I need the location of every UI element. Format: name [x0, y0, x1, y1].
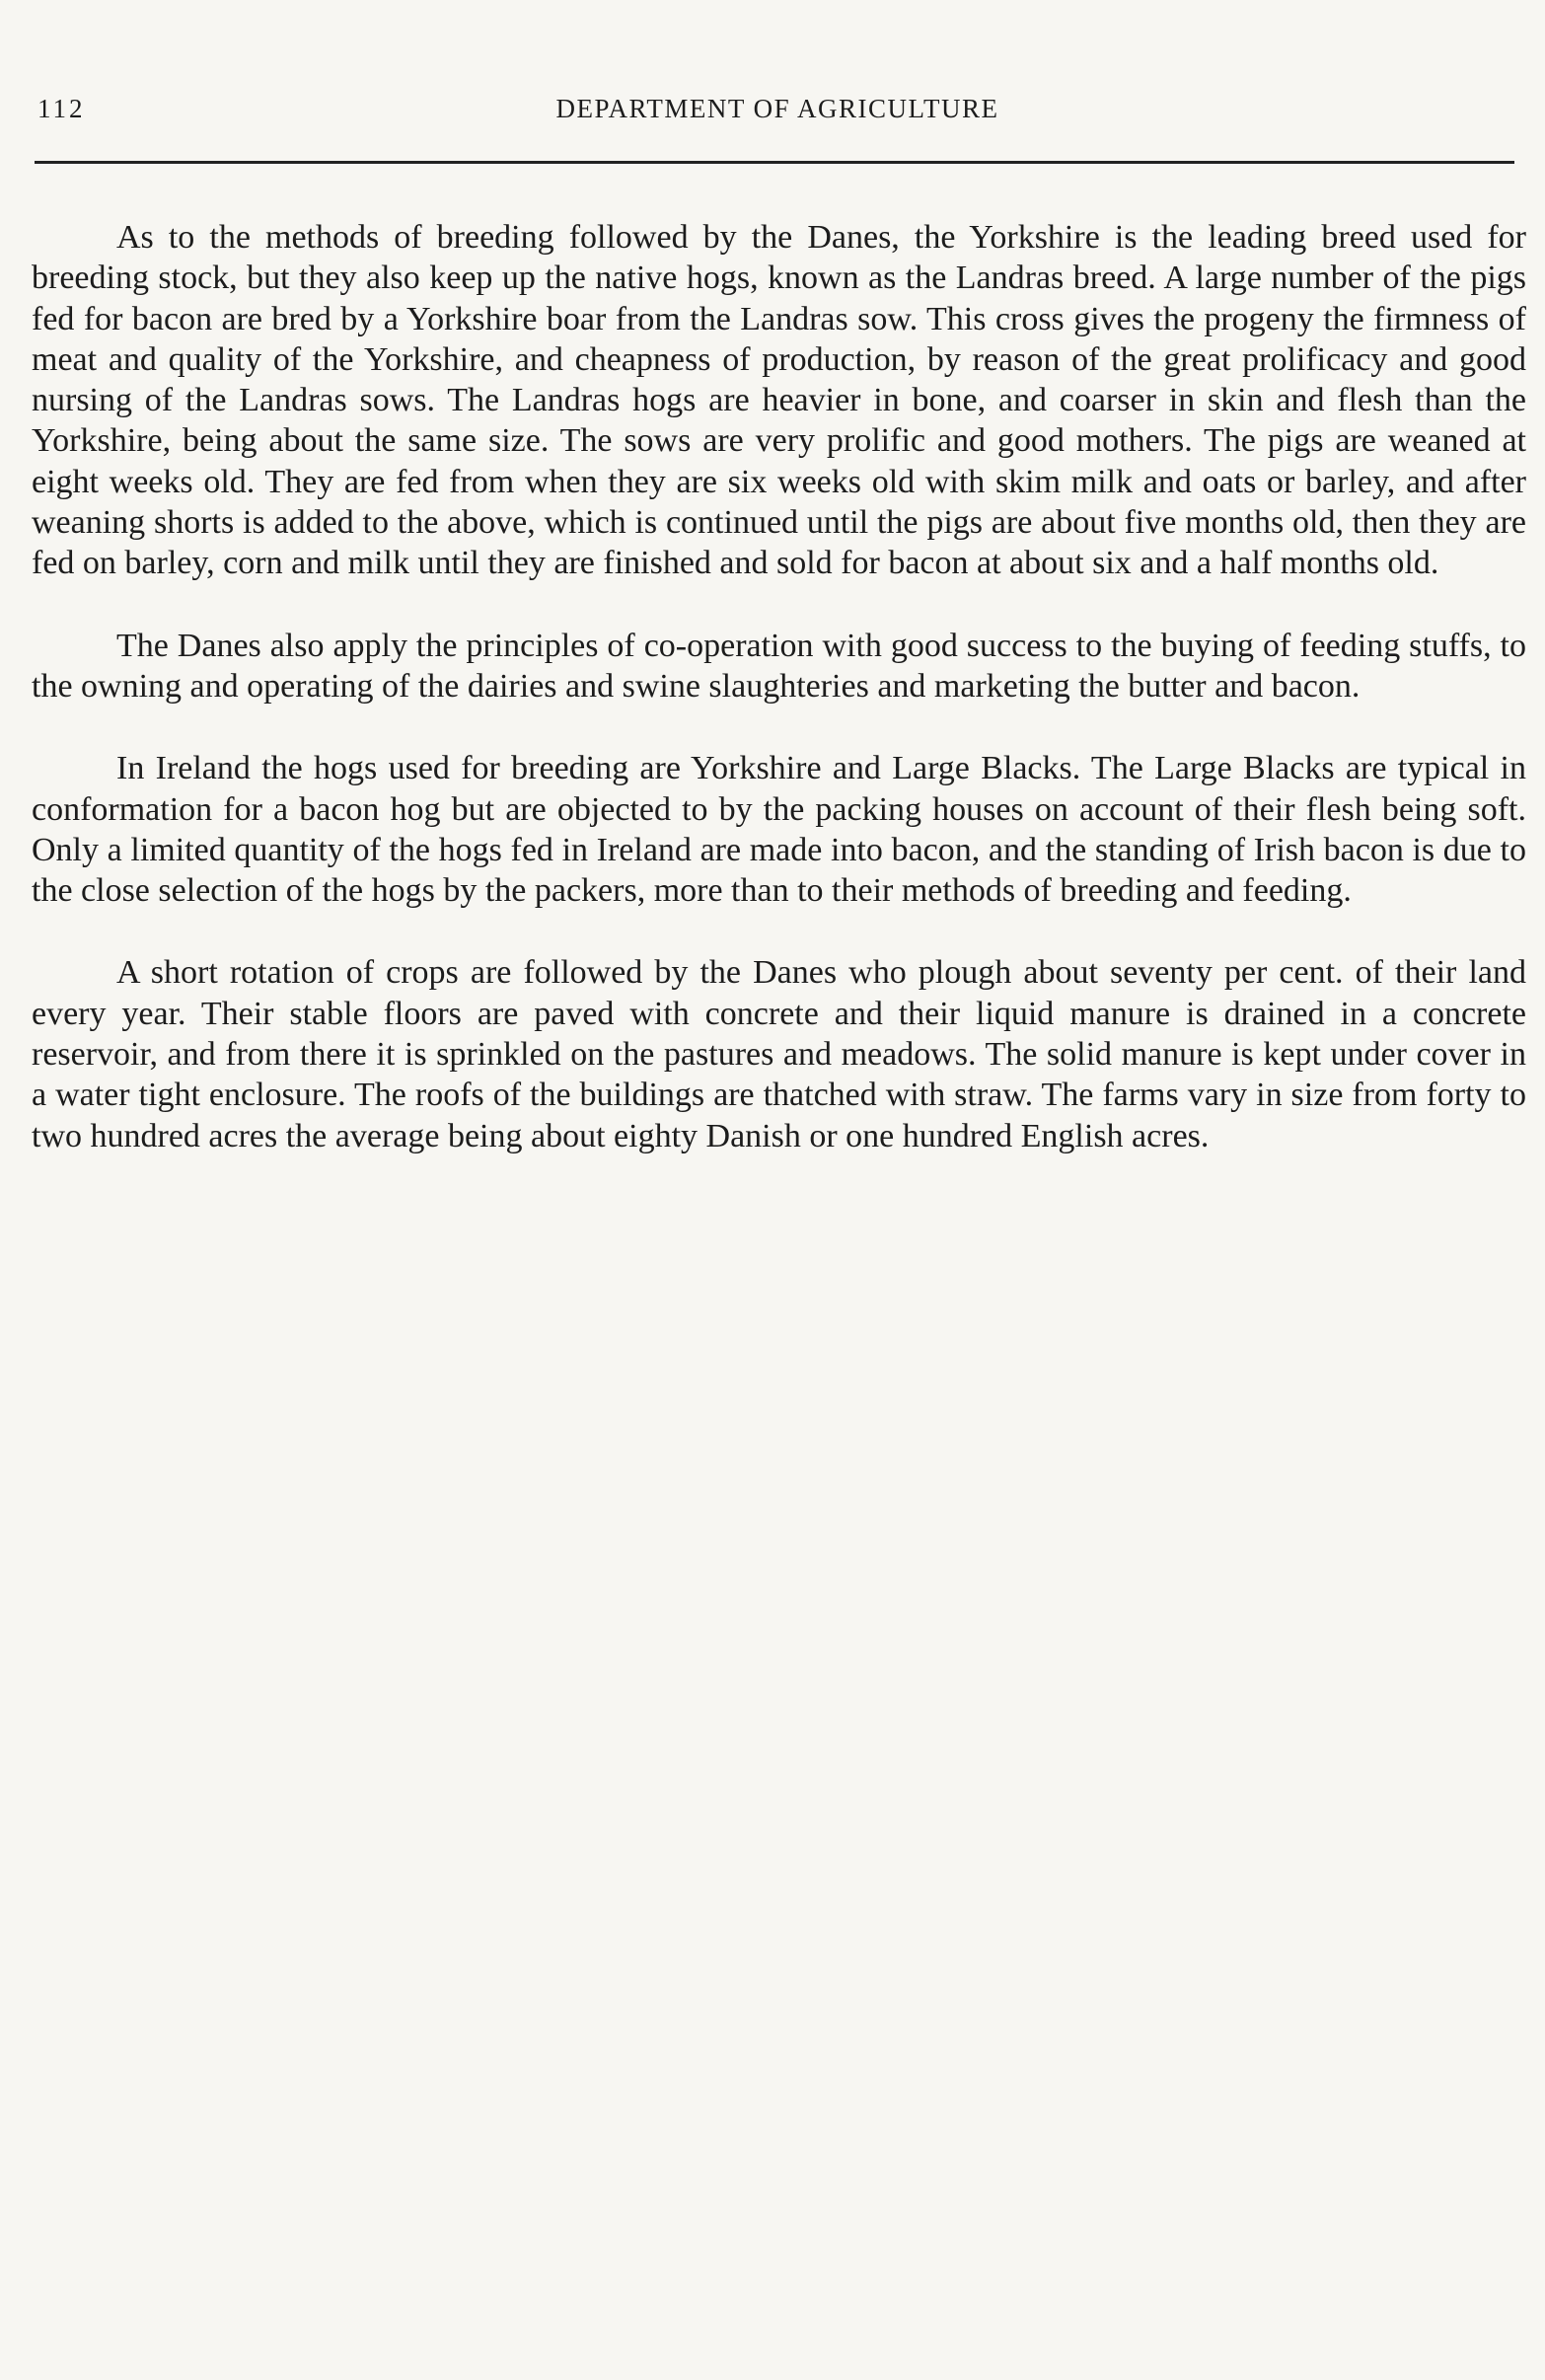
- paragraph-ireland-hogs: In Ireland the hogs used for breeding are Yorkshire and Large Blacks. The Large Blacks are typical in conformation for a bacon hog but are objected to by the packing houses on account of their flesh being soft. Only a limited quantity of the hogs fed in Ireland are made into bacon, and the standing of Irish bacon is due to the close selection of the hogs by the packers, more than to their methods of breeding and feeding.: [32, 750, 1526, 910]
- running-head: [37, 94, 1517, 133]
- header-rule: [35, 161, 1514, 164]
- page-number: 112: [37, 94, 86, 123]
- paragraph-crop-rotation: A short rotation of crops are followed by the Danes who plough about seventy per cent. of their land every year. Their stable floors are paved with concrete and their liquid manure is drained in a concrete reservoir, and from there it is sprinkled on the pastures and meadows. The solid manure is kept under cover in a water tight enclosure. The roofs of the buildings are thatched with straw. The farms vary in size from forty to two hundred acres the average being about eighty Danish or one hundred English acres.: [32, 954, 1526, 1154]
- running-title: DEPARTMENT OF AGRICULTURE: [555, 94, 999, 123]
- paragraph-danish-cooperation: The Danes also apply the principles of co-operation with good success to the buying of feeding stuffs, to the owning and operating of the dairies and swine slaughteries and marketing the butter and bacon.: [32, 627, 1526, 705]
- paragraph-danish-breeding: As to the methods of breeding followed by the Danes, the Yorkshire is the leading breed used for breeding stock, but they also keep up the native hogs, known as the Landras breed. A large number of the pigs fed for bacon are bred by a Yorkshire boar from the Landras sow. This cross gives the progeny the firmness of meat and quality of the Yorkshire, and cheapness of production, by reason of the great prolificacy and good nursing of the Landras sows. The Landras hogs are heavier in bone, and coarser in skin and flesh than the Yorkshire, being about the same size. The sows are very prolific and good mothers. The pigs are weaned at eight weeks old. They are fed from when they are six weeks old with skim milk and oats or barley, and after weaning shorts is added to the above, which is continued until the pigs are about five months old, then they are fed on barley, corn and milk until they are finished and sold for bacon at about six and a half months old.: [32, 219, 1526, 582]
- body-text: [32, 217, 1526, 1198]
